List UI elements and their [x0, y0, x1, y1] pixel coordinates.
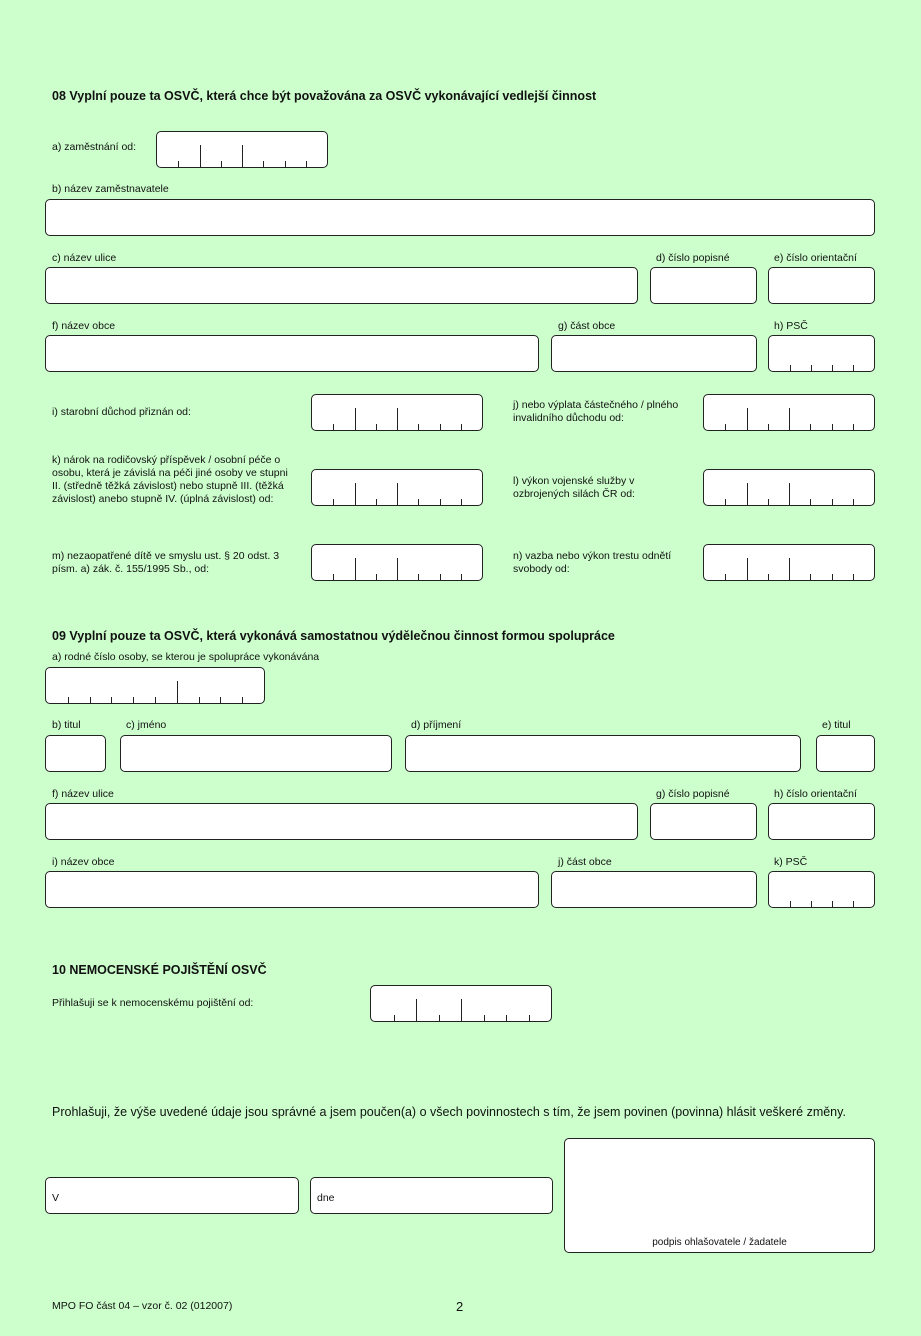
- digit-separator: [418, 499, 419, 505]
- street-field[interactable]: [45, 267, 638, 304]
- digit-separator: [747, 558, 748, 580]
- place-label: V: [52, 1192, 60, 1204]
- digit-separator: [177, 681, 178, 703]
- house-number-label: d) číslo popisné: [656, 252, 730, 264]
- digit-separator: [461, 999, 462, 1021]
- digit-separator: [111, 697, 112, 703]
- digit-separator: [397, 483, 398, 505]
- digit-separator: [810, 574, 811, 580]
- digit-separator: [242, 145, 243, 167]
- digit-separator: [68, 697, 69, 703]
- digit-separator: [461, 424, 462, 430]
- digit-separator: [355, 483, 356, 505]
- digit-separator: [790, 365, 791, 371]
- orientation-number-label-09: h) číslo orientační: [774, 788, 857, 800]
- digit-separator: [725, 499, 726, 505]
- digit-separator: [155, 697, 156, 703]
- house-number-field-09[interactable]: [650, 803, 757, 840]
- digit-separator: [242, 697, 243, 703]
- signature-field[interactable]: [564, 1138, 875, 1253]
- sickness-insurance-date-field[interactable]: [370, 985, 552, 1022]
- digit-separator: [333, 499, 334, 505]
- surname-field[interactable]: [405, 735, 801, 772]
- parental-care-label: k) nárok na rodičovský příspěvek / osobní péče o osobu, která je závislá na péči jiné osoby ve stupni II. (středně těžká závislost) nebo stupně III. (těžká závislost) anebo stupně IV. (úplná závislost) od:: [52, 454, 288, 505]
- place-field[interactable]: [45, 1177, 299, 1214]
- pension-from-label: i) starobní důchod přiznán od:: [52, 406, 191, 418]
- digit-separator: [768, 424, 769, 430]
- digit-separator: [397, 558, 398, 580]
- digit-separator: [439, 1015, 440, 1021]
- street-label-09: f) název ulice: [52, 788, 114, 800]
- municipality-part-label-09: j) část obce: [558, 856, 612, 868]
- digit-separator: [768, 574, 769, 580]
- title-before-field[interactable]: [45, 735, 106, 772]
- section-08-heading: 08 Vyplní pouze ta OSVČ, která chce být považována za OSVČ vykonávající vedlejší činnost: [52, 89, 597, 103]
- digit-separator: [768, 499, 769, 505]
- municipality-part-label: g) část obce: [558, 320, 616, 332]
- digit-separator: [200, 145, 201, 167]
- digit-separator: [853, 901, 854, 907]
- employment-from-date-field[interactable]: [156, 131, 328, 168]
- digit-separator: [747, 408, 748, 430]
- employment-from-label: a) zaměstnání od:: [52, 141, 137, 153]
- digit-separator: [133, 697, 134, 703]
- section-09-heading: 09 Vyplní pouze ta OSVČ, která vykonává samostatnou výdělečnou činnost formou spolupráce: [52, 629, 615, 643]
- postcode-label-09: k) PSČ: [774, 856, 808, 868]
- digit-separator: [811, 365, 812, 371]
- disability-pension-label: j) nebo výplata částečného / plného invalidního důchodu od:: [513, 399, 679, 424]
- street-field-09[interactable]: [45, 803, 638, 840]
- digit-separator: [394, 1015, 395, 1021]
- custody-label: n) vazba nebo výkon trestu odnětí svobody od:: [513, 550, 672, 575]
- digit-separator: [790, 901, 791, 907]
- digit-separator: [199, 697, 200, 703]
- municipality-label: f) název obce: [52, 320, 116, 332]
- digit-separator: [725, 424, 726, 430]
- digit-separator: [747, 483, 748, 505]
- postcode-label: h) PSČ: [774, 320, 808, 332]
- military-service-label: l) výkon vojenské služby v ozbrojených silách ČR od:: [513, 475, 635, 500]
- digit-separator: [832, 901, 833, 907]
- digit-separator: [376, 574, 377, 580]
- digit-separator: [418, 574, 419, 580]
- postcode-field-09[interactable]: [768, 871, 875, 908]
- form-id: MPO FO část 04 – vzor č. 02 (012007): [52, 1300, 233, 1312]
- dependent-child-date-field[interactable]: [311, 544, 483, 581]
- digit-separator: [810, 424, 811, 430]
- digit-separator: [529, 1015, 530, 1021]
- municipality-part-field[interactable]: [551, 335, 757, 372]
- orientation-number-label: e) číslo orientační: [774, 252, 857, 264]
- digit-separator: [832, 574, 833, 580]
- parental-care-date-field[interactable]: [311, 469, 483, 506]
- digit-separator: [376, 499, 377, 505]
- digit-separator: [810, 499, 811, 505]
- postcode-field[interactable]: [768, 335, 875, 372]
- digit-separator: [306, 161, 307, 167]
- digit-separator: [484, 1015, 485, 1021]
- title-before-label: b) titul: [52, 719, 81, 731]
- digit-separator: [263, 161, 264, 167]
- digit-separator: [355, 408, 356, 430]
- disability-pension-date-field[interactable]: [703, 394, 875, 431]
- pension-from-date-field[interactable]: [311, 394, 483, 431]
- digit-separator: [789, 408, 790, 430]
- signature-label: podpis ohlašovatele / žadatele: [652, 1237, 787, 1248]
- municipality-part-field-09[interactable]: [551, 871, 757, 908]
- digit-separator: [853, 365, 854, 371]
- digit-separator: [376, 424, 377, 430]
- digit-separator: [506, 1015, 507, 1021]
- digit-separator: [397, 408, 398, 430]
- page-number: 2: [456, 1299, 464, 1314]
- digit-separator: [333, 424, 334, 430]
- military-service-date-field[interactable]: [703, 469, 875, 506]
- digit-separator: [832, 499, 833, 505]
- digit-separator: [461, 499, 462, 505]
- digit-separator: [90, 697, 91, 703]
- date-label: dne: [317, 1192, 335, 1204]
- digit-separator: [811, 901, 812, 907]
- declaration-text: Prohlašuji, že výše uvedené údaje jsou správné a jsem poučen(a) o všech povinnostech s tím, že jsem povinen (povinna) hlásit veškeré změny.: [52, 1105, 846, 1119]
- municipality-field[interactable]: [45, 335, 539, 372]
- digit-separator: [789, 483, 790, 505]
- street-label: c) název ulice: [52, 252, 117, 264]
- first-name-field[interactable]: [120, 735, 392, 772]
- digit-separator: [725, 574, 726, 580]
- digit-separator: [333, 574, 334, 580]
- municipality-label-09: i) název obce: [52, 856, 115, 868]
- dependent-child-label: m) nezaopatřené dítě ve smyslu ust. § 20 odst. 3 písm. a) zák. č. 155/1995 Sb., od:: [52, 550, 280, 575]
- digit-separator: [853, 424, 854, 430]
- digit-separator: [789, 558, 790, 580]
- orientation-number-field[interactable]: [768, 267, 875, 304]
- digit-separator: [285, 161, 286, 167]
- digit-separator: [178, 161, 179, 167]
- digit-separator: [853, 499, 854, 505]
- employer-name-label: b) název zaměstnavatele: [52, 183, 169, 195]
- digit-separator: [832, 424, 833, 430]
- digit-separator: [832, 365, 833, 371]
- title-after-label: e) titul: [822, 719, 851, 731]
- digit-separator: [416, 999, 417, 1021]
- title-after-field[interactable]: [816, 735, 875, 772]
- digit-separator: [220, 697, 221, 703]
- digit-separator: [440, 574, 441, 580]
- house-number-label-09: g) číslo popisné: [656, 788, 730, 800]
- sickness-insurance-label: Přihlašuji se k nemocenskému pojištění od:: [52, 997, 254, 1009]
- first-name-label: c) jméno: [126, 719, 167, 731]
- birth-number-field[interactable]: [45, 667, 265, 704]
- date-field[interactable]: [310, 1177, 553, 1214]
- house-number-field[interactable]: [650, 267, 757, 304]
- employer-name-field[interactable]: [45, 199, 875, 236]
- digit-separator: [461, 574, 462, 580]
- municipality-field-09[interactable]: [45, 871, 539, 908]
- surname-label: d) příjmení: [411, 719, 462, 731]
- digit-separator: [355, 558, 356, 580]
- custody-date-field[interactable]: [703, 544, 875, 581]
- section-10-heading: 10 NEMOCENSKÉ POJIŠTĚNÍ OSVČ: [52, 963, 267, 977]
- birth-number-label: a) rodné číslo osoby, se kterou je spolupráce vykonávána: [52, 651, 320, 663]
- digit-separator: [440, 424, 441, 430]
- digit-separator: [853, 574, 854, 580]
- digit-separator: [221, 161, 222, 167]
- digit-separator: [440, 499, 441, 505]
- digit-separator: [418, 424, 419, 430]
- orientation-number-field-09[interactable]: [768, 803, 875, 840]
